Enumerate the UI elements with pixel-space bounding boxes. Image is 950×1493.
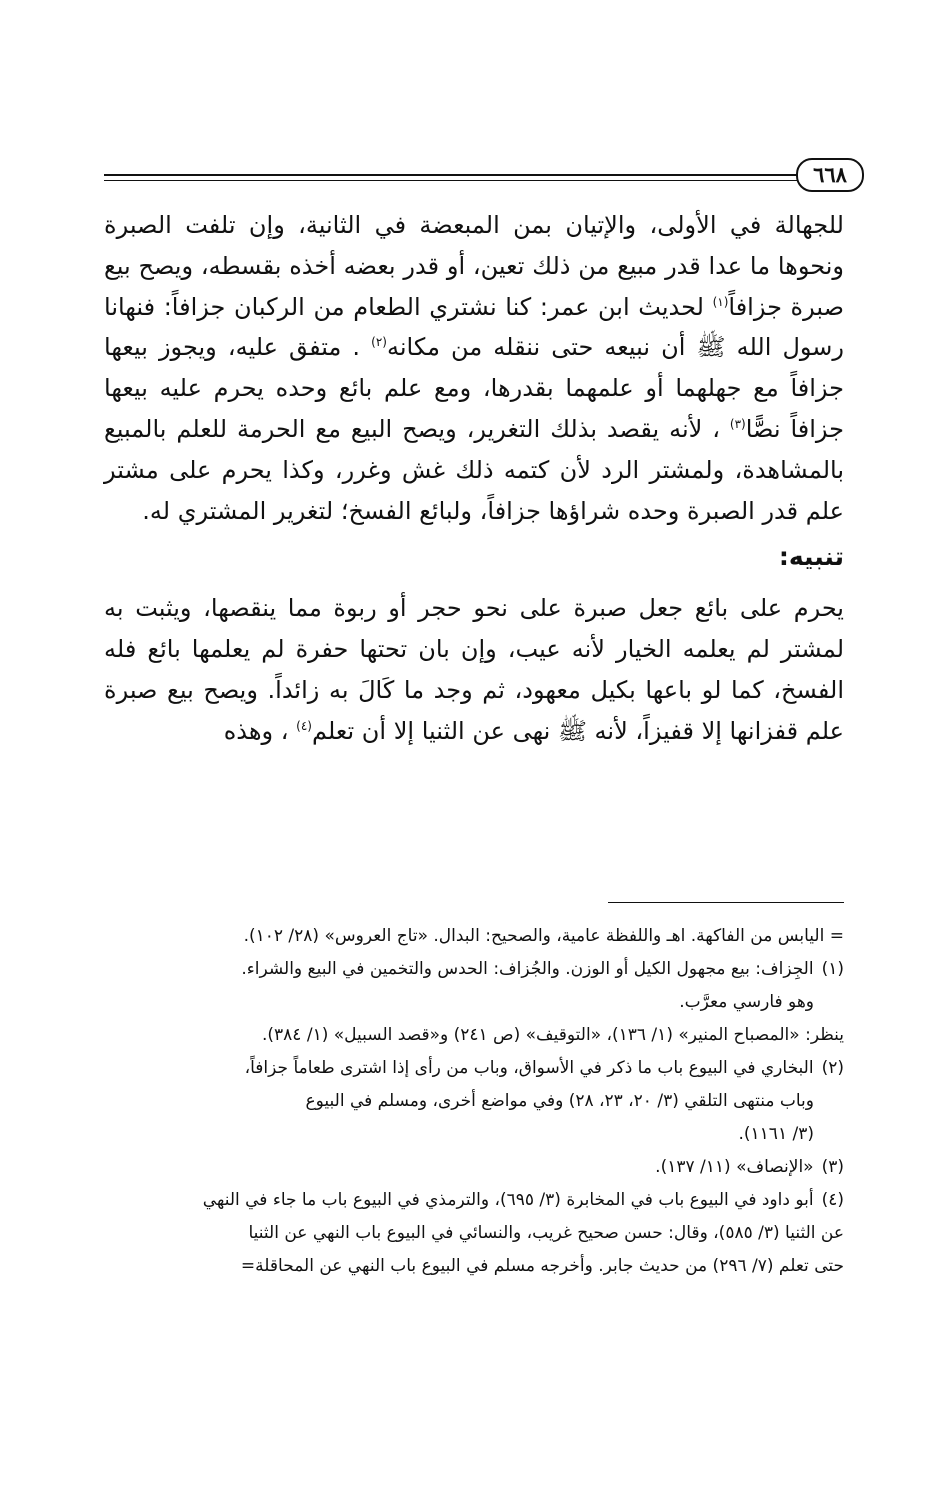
text-line: صبرة علم قفزانها إلا قفيزاً، لأنه ﷺ نهى عن الثنيا إلا أن تعلم bbox=[104, 675, 844, 745]
text-line: به لمشتر لم يعلمه الخيار لأنه عيب، وإن بان تحتها حفرة لم يعلمها بائع فله bbox=[104, 594, 844, 663]
text-line: جزافاً: فنهانا رسول الله ﷺ أن نبيعه حتى ننقله من مكانه bbox=[104, 292, 845, 362]
footnote-4 bbox=[104, 1184, 844, 1217]
footnote-3 bbox=[104, 1151, 844, 1184]
warning-heading: تنبيه: bbox=[778, 542, 844, 572]
footnote-1-line-3: ينظر: «المصباح المنير» (١/ ١٣٦)، «التوقيف» (ص ٢٤١) و«قصد السبيل» (١/ ٣٨٤). bbox=[262, 1025, 844, 1045]
footnote-2-line-3: (٣/ ١١٦١). bbox=[738, 1124, 814, 1144]
footnote-number: (٢) bbox=[821, 1058, 844, 1078]
footnote-ref-3: (٣) bbox=[729, 416, 746, 431]
footnote-number: (٤) bbox=[821, 1190, 844, 1210]
text-line: . متفق عليه، bbox=[227, 333, 361, 362]
text-line: الفسخ، كما لو باعها بكيل معهود، ثم وجد ما كَالَ به زائداً. ويصح بيع bbox=[167, 675, 844, 704]
text-line: وكذا يحرم على مشتر علم قدر الصبرة وحده شراؤها جزافاً، ولبائع الفسخ؛ bbox=[104, 455, 844, 525]
footnote-1 bbox=[104, 953, 844, 986]
footnote-text: «الإنصاف» (١١/ ١٣٧). bbox=[655, 1157, 814, 1177]
footnote-ref-4: (٤) bbox=[296, 718, 312, 733]
main-text bbox=[104, 205, 844, 751]
text-line: ، لأنه يقصد بذلك التغرير، ويصح البيع مع bbox=[315, 414, 720, 443]
footnote-number: (١) bbox=[821, 959, 844, 979]
text-line: للجهالة في الأولى، والإتيان بمن المبعضة في الثانية، وإن تلفت الصبرة bbox=[104, 211, 844, 239]
footnote-number: (٣) bbox=[821, 1157, 844, 1177]
paragraph-1 bbox=[104, 205, 844, 531]
footnote-ref-1: (١) bbox=[712, 294, 729, 309]
text-line: الحرمة للعلم بالمبيع بالمشاهدة، ولمشتر الرد لأن كتمه ذلك غش وغرر، bbox=[104, 414, 844, 484]
text-line: يحرم على بائع جعل صبرة على نحو حجر أو ربوة مما ينقصها، ويثبت bbox=[135, 594, 844, 623]
text-line: لتغرير المشتري له. bbox=[142, 496, 334, 525]
text-line: لحديث ابن عمر: كنا نشتري الطعام من الركبان bbox=[233, 292, 713, 321]
text-line: ، وهذه bbox=[223, 716, 289, 745]
footnote-1-line-2: وهو فارسي معرَّب. bbox=[679, 992, 814, 1012]
paragraph-2 bbox=[104, 588, 844, 751]
footnote-divider bbox=[608, 902, 844, 903]
footnote-2 bbox=[104, 1052, 844, 1085]
page-header bbox=[104, 158, 864, 190]
footnote-4-line-2: عن الثنيا (٣/ ٥٨٥)، وقال: حسن صحيح غريب، والنسائي في البيوع باب النهي عن الثنيا bbox=[248, 1223, 844, 1243]
footnote-2-line-2: وباب منتهى التلقي (٣/ ٢٠، ٢٣، ٢٨) وفي مواضع أخرى، ومسلم في البيوع bbox=[305, 1091, 814, 1111]
text-line: ويجوز بيعها جزافاً مع جهلهما أو علمهما بقدرها، ومع علم بائع وحده bbox=[104, 333, 844, 403]
header-rule-thin bbox=[104, 180, 826, 181]
text-line: ويصح بيع صبرة جزافاً bbox=[104, 251, 844, 321]
header-rule bbox=[104, 174, 826, 176]
footnote-4-line-3: حتى تعلم (٧/ ٢٩٦) من حديث جابر. وأخرجه مسلم في البيوع باب النهي عن المحاقلة= bbox=[240, 1256, 844, 1276]
footnotes bbox=[104, 920, 844, 1283]
footnote-text: البخاري في البيوع باب ما ذكر في الأسواق، وباب من رأى إذا اشترى طعاماً جزافاً، bbox=[244, 1058, 814, 1078]
footnote-text: الجِزاف: بيع مجهول الكيل أو الوزن. والجُزاف: الحدس والتخمين في البيع والشراء. bbox=[241, 959, 814, 979]
text-line: يحرم عليه بيعها جزافاً نصًّا bbox=[104, 374, 844, 443]
page-number: ٦٦٨ bbox=[796, 158, 864, 192]
text-line: ونحوها ما عدا قدر مبيع من ذلك تعين، أو قدر بعضه أخذه بقسطه، bbox=[200, 251, 844, 280]
footnote-continuation: = اليابس من الفاكهة. اهـ واللفظة عامية، والصحيح: البدال. «تاج العروس» (٢٨/ ١٠٢). bbox=[243, 926, 844, 946]
footnote-ref-2: (٢) bbox=[371, 335, 387, 350]
footnote-text: أبو داود في البيوع باب في المخابرة (٣/ ٦٩٥)، والترمذي في البيوع باب ما جاء في النهي bbox=[202, 1190, 814, 1210]
